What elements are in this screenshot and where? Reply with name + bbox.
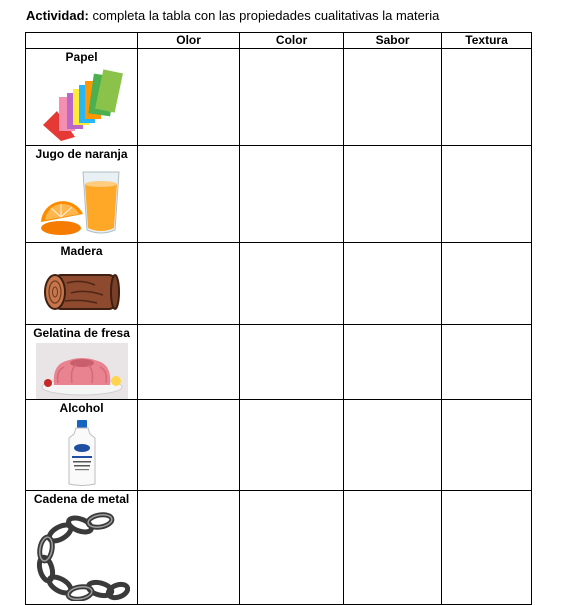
activity-label: Actividad: (26, 8, 89, 23)
cell-textura[interactable] (442, 49, 532, 146)
item-cell-madera (26, 243, 138, 325)
table-row (26, 325, 532, 400)
cell-sabor[interactable] (344, 49, 442, 146)
cell-olor[interactable] (138, 491, 240, 605)
wood-log-icon (37, 261, 127, 319)
item-cell-alcohol (26, 400, 138, 491)
table-row (26, 146, 532, 243)
cell-color[interactable] (240, 400, 344, 491)
header-sabor: Sabor (344, 33, 442, 49)
strawberry-gelatin-icon (36, 343, 128, 399)
item-label: Alcohol (59, 401, 104, 415)
table-row (26, 243, 532, 325)
cell-textura[interactable] (442, 146, 532, 243)
metal-chain-icon (34, 509, 130, 601)
properties-table (25, 32, 532, 605)
cell-textura[interactable] (442, 325, 532, 400)
header-textura: Textura (442, 33, 532, 49)
cell-sabor[interactable] (344, 491, 442, 605)
cell-sabor[interactable] (344, 146, 442, 243)
cell-sabor[interactable] (344, 400, 442, 491)
cell-color[interactable] (240, 243, 344, 325)
header-color: Color (240, 33, 344, 49)
colored-paper-icon (37, 67, 127, 141)
item-label: Papel (65, 50, 98, 64)
cell-color[interactable] (240, 146, 344, 243)
item-label: Madera (60, 244, 103, 258)
cell-olor[interactable] (138, 146, 240, 243)
item-label: Gelatina de fresa (33, 326, 130, 340)
cell-textura[interactable] (442, 400, 532, 491)
table-row (26, 400, 532, 491)
cell-olor[interactable] (138, 49, 240, 146)
table-row (26, 49, 532, 146)
table-row (26, 491, 532, 605)
cell-sabor[interactable] (344, 325, 442, 400)
header-blank (26, 33, 138, 49)
cell-color[interactable] (240, 491, 344, 605)
item-cell-jugo (26, 146, 138, 243)
orange-juice-icon (37, 164, 127, 238)
header-row (26, 33, 532, 49)
cell-olor[interactable] (138, 400, 240, 491)
cell-color[interactable] (240, 49, 344, 146)
alcohol-bottle-icon (62, 418, 102, 488)
cell-textura[interactable] (442, 491, 532, 605)
cell-olor[interactable] (138, 243, 240, 325)
activity-text: completa la tabla con las propiedades cualitativas la materia (88, 8, 440, 23)
item-cell-papel (26, 49, 138, 146)
cell-textura[interactable] (442, 243, 532, 325)
activity-instructions (26, 8, 439, 23)
cell-olor[interactable] (138, 325, 240, 400)
item-label: Jugo de naranja (35, 147, 128, 161)
cell-sabor[interactable] (344, 243, 442, 325)
cell-color[interactable] (240, 325, 344, 400)
item-cell-gelatina (26, 325, 138, 400)
header-olor: Olor (138, 33, 240, 49)
item-cell-cadena (26, 491, 138, 605)
item-label: Cadena de metal (33, 492, 130, 506)
